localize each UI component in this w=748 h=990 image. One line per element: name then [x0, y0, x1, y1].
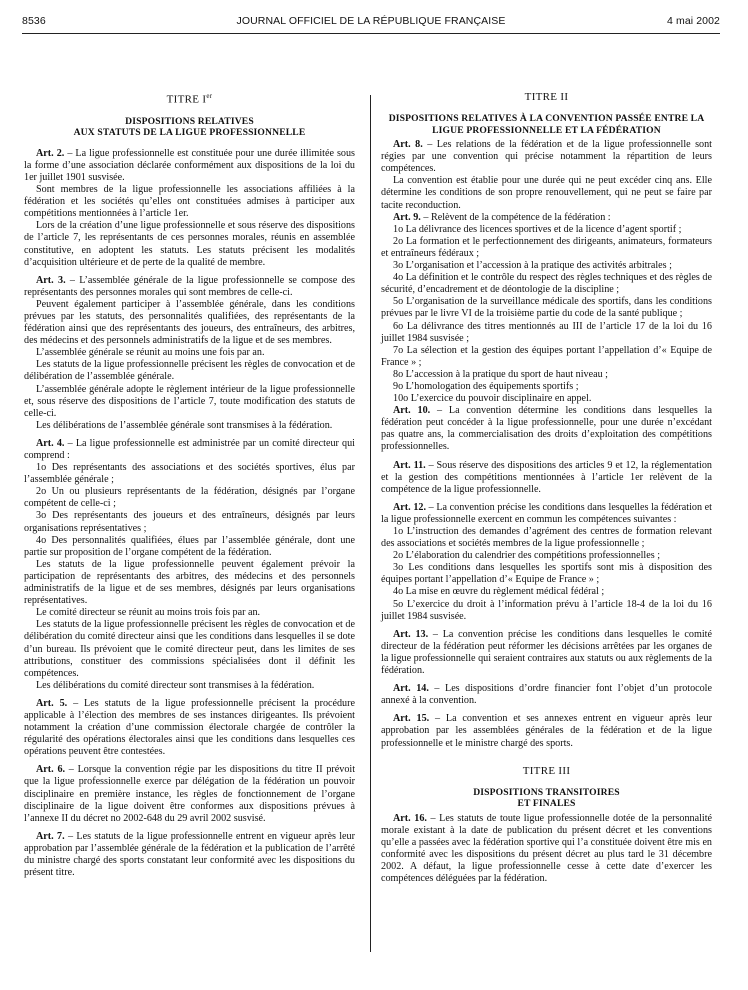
paragraph: L’assemblée générale se réunit au moins une fois par an. — [36, 347, 265, 359]
titre-heading: TITRE III — [522, 764, 571, 777]
article-8: Art. 8. – Les relations de la fédération et de la ligue professionnelle sont régies par une convention qui précise notamment la répartition de leurs compétences. — [381, 139, 712, 175]
article-6: Art. 6. – Lorsque la convention régie par les dispositions du titre II prévoit que la ligue professionnelle exerce par délégation de la fédération un pouvoir disciplinaire en première instance, les règles de fonctionnement de l’organe disciplinaire de la ligue doivent être conformes aux dispositions prévues à l’annexe II du décret no 2002-648 du 29 avril 2002 susvisé. — [24, 764, 356, 824]
section-heading: DISPOSITIONS TRANSITOIRES ET FINALES — [473, 786, 620, 810]
list-item: 1o L’instruction des demandes d’agrément des centres de formation relevant des associations et sociétés membres de la ligue professionnelle ; — [381, 526, 712, 550]
list-item: 5o L’exercice du droit à l’information prévu à l’article 18-4 de la loi du 16 juillet 1984 susvisée. — [381, 598, 712, 622]
article-12: Art. 12. – La convention précise les conditions dans lesquelles la fédération et la ligue professionnelle exercent en commun les compétences suivantes : — [381, 501, 712, 525]
left-column — [24, 88, 355, 879]
list-item: 9o L’homologation des équipements sportifs ; — [393, 380, 579, 392]
paragraph: La convention est établie pour une durée qui ne peut excéder cinq ans. Elle détermine les conditions de son propre renouvellement, qui ne peut se faire par tacite reconduction. — [381, 175, 712, 211]
list-item: 1o Des représentants des associations et des sociétés sportives, élus par l’assemblée générale ; — [24, 462, 355, 486]
paragraph: Le comité directeur se réunit au moins trois fois par an. — [36, 607, 261, 619]
paragraph: Les statuts de la ligue professionnelle peuvent également prévoir la participation de représentants des arbitres, des médecins et des personnels administratifs de la ligue et de ses membres, désignés par leurs organisations représentatives. — [24, 558, 355, 607]
right-column — [381, 88, 712, 885]
paragraph: Les délibérations de l’assemblée générale sont transmises à la fédération. — [36, 419, 333, 431]
titre-heading: TITRE II — [524, 91, 569, 103]
list-item: 4o La définition et le contrôle du respect des règles techniques et des règles de sécurité, d’encadrement et de déontologie de la discipline ; — [381, 272, 712, 296]
paragraph: Lors de la création d’une ligue professionnelle et sous réserve des dispositions de l’article 7, les représentants de ces personnes morales, réunis en assemblée constitutive, en adoptent les statuts. Les statuts précisent les modalités d’acquisition ultérieure et de perte de la qualité de membre. — [24, 220, 355, 268]
paragraph: L’assemblée générale adopte le règlement intérieur de la ligue professionnelle et, sous réserve des dispositions de l’article 7, toute modification des statuts de celle-ci. — [24, 383, 355, 419]
list-item: 2o L’élaboration du calendrier des compétitions professionnelles ; — [393, 550, 661, 562]
publication-date: 4 mai 2002 — [667, 15, 720, 27]
list-item: 6o La délivrance des titres mentionnés au III de l’article 17 de la loi du 16 juillet 1984 susvisée ; — [381, 320, 712, 344]
section-heading: DISPOSITIONS RELATIVES AUX STATUTS DE LA LIGUE PROFESSIONNELLE — [73, 115, 306, 139]
article-5: Art. 5. – Les statuts de la ligue professionnelle précisent la procédure applicable à l’élection des membres de ses instances dirigeantes. Ils prévoient notamment la création d’une commission électorale chargée de contrôler la régularité des opérations électorales ainsi que les conditions dans lesquelles ces opérations peuvent être contestées. — [24, 697, 355, 758]
header-rule — [22, 33, 720, 34]
list-item: 1o La délivrance des licences sportives et de la licence d’agent sportif ; — [393, 223, 682, 235]
article-7: Art. 7. – Les statuts de la ligue professionnelle entrent en vigueur après leur approbation par l’assemblée générale de la fédération et la publication de l’arrêté du ministre chargé des sports constatant leur conformité avec les dispositions du présent titre. — [24, 830, 355, 879]
page-number: 8536 — [22, 15, 46, 27]
article-13: Art. 13. – La convention précise les conditions dans lesquelles le comité directeur de la fédération peut réformer les décisions arrêtées par les organes de la ligue professionnelle qui seraient contraires aux statuts ou aux règlements de la fédération. — [381, 628, 712, 677]
list-item: 8o L’accession à la pratique du sport de haut niveau ; — [393, 368, 608, 380]
paragraph: Sont membres de la ligue professionnelle les associations affiliées à la fédération et les sociétés qu’elles ont constituées admises à participer aux compétitions mentionnées à l’article 1er. — [24, 184, 355, 220]
list-item: 5o L’organisation de la surveillance médicale des sportifs, dans les conditions prévues par le livre VI de la troisième partie du code de la santé publique ; — [381, 296, 712, 320]
article-3: Art. 3. – L’assemblée générale de la ligue professionnelle se compose des représentants des personnes morales qui sont membres de celle-ci. — [24, 274, 355, 298]
column-divider — [370, 95, 371, 952]
journal-title: JOURNAL OFFICIEL DE LA RÉPUBLIQUE FRANÇAISE — [236, 15, 506, 27]
list-item: 4o Des personnalités qualifiées, élues par l’assemblée générale, dont une partie sur proposition de l’organe compétent de la fédération. — [24, 534, 355, 558]
paragraph: Les délibérations du comité directeur sont transmises à la fédération. — [36, 679, 315, 691]
section-heading: DISPOSITIONS RELATIVES À LA CONVENTION PASSÉE ENTRE LA LIGUE PROFESSIONNELLE ET LA FÉDÉRATION — [388, 113, 705, 136]
paragraph: Peuvent également participer à l’assemblée générale, dans les conditions prévues par les statuts, des personnalités qualifiées, des représentants de la fédération ainsi que des représentants des joueurs, des entraîneurs, des arbitres, des médecins et des personnels administratifs de la ligue et de ses membres. — [24, 298, 355, 347]
titre-heading: TITRE Ier — [166, 92, 213, 106]
article-2: Art. 2. – La ligue professionnelle est constituée pour une durée illimitée sous la forme d’une association déclarée conformément aux dispositions de la loi du 1er juillet 1901 susvisée. — [24, 147, 355, 183]
list-item: 3o Les conditions dans lesquelles les sportifs sont mis à disposition des équipes portant l’appellation d’« Equipe de France » ; — [381, 562, 712, 586]
article-9: Art. 9. – Relèvent de la compétence de la fédération : — [393, 211, 611, 223]
article-4: Art. 4. – La ligue professionnelle est administrée par un comité directeur qui comprend : — [24, 437, 355, 461]
paragraph: Les statuts de la ligue professionnelle précisent les règles de convocation et de délibération de l’assemblée générale. — [24, 359, 355, 383]
article-11: Art. 11. – Sous réserve des dispositions des articles 9 et 12, la réglementation et la gestion des compétitions mentionnées à l’article 1er relèvent de la compétence de la ligue professionnelle. — [381, 459, 712, 495]
list-item: 2o Un ou plusieurs représentants de la fédération, désignés par l’organe compétent de celle-ci ; — [24, 486, 355, 510]
article-16: Art. 16. – Les statuts de toute ligue professionnelle dotée de la personnalité morale existant à la date de publication du présent décret et les conventions qu’elle a passées avec la fédération sportive qui l’a constituée doivent être mis en conformité avec les dispositions du présent décret au plus tard le 31 décembre 2002. A défaut, la ligue professionnelle cesse à cette date d’exercer les compétences déléguées par la fédération. — [381, 812, 713, 885]
page-header — [22, 15, 720, 29]
list-item: 2o La formation et le perfectionnement des dirigeants, animateurs, formateurs et entraîneurs fédéraux ; — [381, 235, 712, 259]
article-15: Art. 15. – La convention et ses annexes entrent en vigueur après leur approbation par les assemblées générales de la fédération et de la ligue professionnelle et le ministre chargé des sports. — [381, 713, 712, 749]
list-item: 3o L’organisation et l’accession à la pratique des activités arbitrales ; — [393, 260, 672, 272]
article-10: Art. 10. – La convention détermine les conditions dans lesquelles la fédération peut concéder à la ligue professionnelle, pour une durée n’excédant pas quatre ans, la commercialisation des droits d’exploitation des compétitions professionnelles. — [381, 405, 712, 453]
list-item: 10o L’exercice du pouvoir disciplinaire en appel. — [393, 393, 592, 405]
list-item: 4o La mise en œuvre du règlement médical fédéral ; — [393, 586, 605, 598]
list-item: 3o Des représentants des joueurs et des entraîneurs, désignés par leurs organisations représentatives ; — [24, 510, 355, 534]
list-item: 7o La sélection et la gestion des équipes portant l’appellation d’« Equipe de France » ; — [381, 344, 712, 368]
paragraph: Les statuts de la ligue professionnelle précisent les règles de convocation et de délibération du comité directeur ainsi que les conditions dans lesquelles il se dote d’un bureau. Ils prévoient que le comité directeur peut, dans les limites de ses attributions, constituer des commissions spécialisées dont il définit les compétences. — [24, 619, 355, 679]
article-14: Art. 14. – Les dispositions d’ordre financier font l’objet d’un protocole annexé à la convention. — [381, 683, 712, 707]
